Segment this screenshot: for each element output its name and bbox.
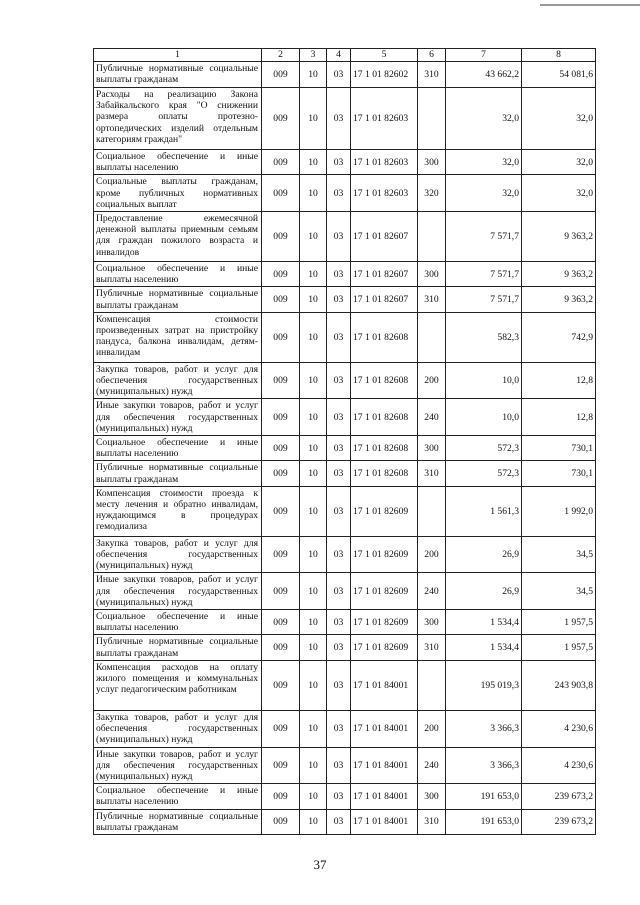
table-row — [94, 362, 596, 399]
target-article-cell: 17 1 01 82602 — [351, 62, 418, 88]
ministry-code-cell: 009 — [262, 710, 300, 747]
subsection-code-cell: 03 — [327, 809, 351, 834]
row-name-cell: Предоставление ежемесячной денежной выплаты приемным семьям для граждан пожилого возраста и инвалидов — [94, 212, 262, 262]
ministry-code-cell: 009 — [262, 660, 300, 710]
row-name-cell: Социальное обеспечение и иные выплаты населению — [94, 784, 262, 809]
amount-year-2-cell: 32,0 — [522, 150, 596, 175]
subsection-code-cell: 03 — [327, 150, 351, 175]
amount-year-2-cell: 243 903,8 — [522, 660, 596, 710]
target-article-cell: 17 1 01 82607 — [351, 262, 418, 287]
amount-year-1-cell: 26,9 — [446, 573, 522, 610]
target-article-cell: 17 1 01 82607 — [351, 287, 418, 312]
section-code-cell: 10 — [300, 175, 327, 212]
amount-year-1-cell: 7 571,7 — [446, 262, 522, 287]
section-code-cell: 10 — [300, 362, 327, 399]
amount-year-1-cell: 572,3 — [446, 461, 522, 486]
amount-year-1-cell: 191 653,0 — [446, 784, 522, 809]
row-name-cell: Социальное обеспечение и иные выплаты населению — [94, 262, 262, 287]
subsection-code-cell: 03 — [327, 461, 351, 486]
header-cell: 2 — [262, 49, 300, 62]
amount-year-1-cell: 582,3 — [446, 312, 522, 362]
expense-type-cell: 310 — [418, 287, 446, 312]
expense-type-cell: 240 — [418, 573, 446, 610]
table-row — [94, 536, 596, 573]
header-cell: 7 — [446, 49, 522, 62]
subsection-code-cell: 03 — [327, 536, 351, 573]
section-code-cell: 10 — [300, 747, 327, 784]
row-name-cell: Социальные выплаты гражданам, кроме публичных нормативных социальных выплат — [94, 175, 262, 212]
ministry-code-cell: 009 — [262, 312, 300, 362]
table-row — [94, 784, 596, 809]
top-rule — [540, 4, 640, 6]
amount-year-2-cell: 32,0 — [522, 175, 596, 212]
amount-year-1-cell: 26,9 — [446, 536, 522, 573]
amount-year-1-cell: 3 366,3 — [446, 710, 522, 747]
table-row — [94, 809, 596, 834]
section-code-cell: 10 — [300, 399, 327, 436]
section-code-cell: 10 — [300, 436, 327, 461]
row-name-cell: Социальное обеспечение и иные выплаты населению — [94, 610, 262, 635]
ministry-code-cell: 009 — [262, 461, 300, 486]
section-code-cell: 10 — [300, 536, 327, 573]
target-article-cell: 17 1 01 82603 — [351, 175, 418, 212]
subsection-code-cell: 03 — [327, 436, 351, 461]
subsection-code-cell: 03 — [327, 312, 351, 362]
amount-year-1-cell: 7 571,7 — [446, 212, 522, 262]
table-row — [94, 436, 596, 461]
budget-table — [93, 48, 596, 835]
section-code-cell: 10 — [300, 312, 327, 362]
table-row — [94, 287, 596, 312]
row-name-cell: Публичные нормативные социальные выплаты гражданам — [94, 635, 262, 660]
subsection-code-cell: 03 — [327, 610, 351, 635]
subsection-code-cell: 03 — [327, 212, 351, 262]
amount-year-2-cell: 1 957,5 — [522, 610, 596, 635]
header-cell: 4 — [327, 49, 351, 62]
subsection-code-cell: 03 — [327, 573, 351, 610]
table-row — [94, 150, 596, 175]
row-name-cell: Социальное обеспечение и иные выплаты населению — [94, 436, 262, 461]
page-number: 37 — [313, 857, 327, 872]
amount-year-2-cell: 239 673,2 — [522, 784, 596, 809]
header-cell: 1 — [94, 49, 262, 62]
table-row — [94, 399, 596, 436]
section-code-cell: 10 — [300, 610, 327, 635]
amount-year-1-cell: 43 662,2 — [446, 62, 522, 88]
expense-type-cell: 200 — [418, 362, 446, 399]
section-code-cell: 10 — [300, 150, 327, 175]
target-article-cell: 17 1 01 82608 — [351, 362, 418, 399]
table-row — [94, 262, 596, 287]
amount-year-2-cell: 34,5 — [522, 573, 596, 610]
table-row — [94, 710, 596, 747]
ministry-code-cell: 009 — [262, 262, 300, 287]
section-code-cell: 10 — [300, 573, 327, 610]
row-name-cell: Публичные нормативные социальные выплаты гражданам — [94, 287, 262, 312]
ministry-code-cell: 009 — [262, 175, 300, 212]
target-article-cell: 17 1 01 82608 — [351, 399, 418, 436]
target-article-cell: 17 1 01 82609 — [351, 635, 418, 660]
amount-year-2-cell: 4 230,6 — [522, 747, 596, 784]
row-name-cell: Закупка товаров, работ и услуг для обеспечения государственных (муниципальных) нужд — [94, 362, 262, 399]
row-name-cell: Публичные нормативные социальные выплаты гражданам — [94, 62, 262, 88]
ministry-code-cell: 009 — [262, 784, 300, 809]
amount-year-2-cell: 9 363,2 — [522, 287, 596, 312]
row-name-cell: Компенсация стоимости проезда к месту лечения и обратно инвалидам, нуждающимся в процедурах гемодиализа — [94, 486, 262, 536]
target-article-cell: 17 1 01 82609 — [351, 536, 418, 573]
amount-year-2-cell: 9 363,2 — [522, 212, 596, 262]
subsection-code-cell: 03 — [327, 88, 351, 150]
table-row — [94, 635, 596, 660]
target-article-cell: 17 1 01 82608 — [351, 436, 418, 461]
row-name-cell: Публичные нормативные социальные выплаты гражданам — [94, 461, 262, 486]
expense-type-cell: 320 — [418, 175, 446, 212]
section-code-cell: 10 — [300, 461, 327, 486]
section-code-cell: 10 — [300, 287, 327, 312]
subsection-code-cell: 03 — [327, 362, 351, 399]
amount-year-2-cell: 32,0 — [522, 88, 596, 150]
ministry-code-cell: 009 — [262, 635, 300, 660]
subsection-code-cell: 03 — [327, 399, 351, 436]
amount-year-1-cell: 572,3 — [446, 436, 522, 461]
ministry-code-cell: 009 — [262, 610, 300, 635]
expense-type-cell: 300 — [418, 262, 446, 287]
amount-year-1-cell: 1 534,4 — [446, 635, 522, 660]
subsection-code-cell: 03 — [327, 62, 351, 88]
expense-type-cell — [418, 660, 446, 710]
table-body — [94, 62, 596, 835]
header-cell: 5 — [351, 49, 418, 62]
target-article-cell: 17 1 01 82609 — [351, 486, 418, 536]
section-code-cell: 10 — [300, 809, 327, 834]
expense-type-cell: 300 — [418, 150, 446, 175]
ministry-code-cell: 009 — [262, 486, 300, 536]
row-name-cell: Расходы на реализацию Закона Забайкальского края "О снижении размера оплаты протезно-ортопедических изделий отдельным категориям граждан" — [94, 88, 262, 150]
row-name-cell: Закупка товаров, работ и услуг для обеспечения государственных (муниципальных) нужд — [94, 710, 262, 747]
row-name-cell: Иные закупки товаров, работ и услуг для обеспечения государственных (муниципальных) нужд — [94, 747, 262, 784]
amount-year-2-cell: 730,1 — [522, 436, 596, 461]
ministry-code-cell: 009 — [262, 536, 300, 573]
row-name-cell: Закупка товаров, работ и услуг для обеспечения государственных (муниципальных) нужд — [94, 536, 262, 573]
subsection-code-cell: 03 — [327, 287, 351, 312]
header-cell: 3 — [300, 49, 327, 62]
target-article-cell: 17 1 01 84001 — [351, 660, 418, 710]
amount-year-2-cell: 730,1 — [522, 461, 596, 486]
row-name-cell: Компенсация стоимости произведенных затрат на пристройку пандуса, балкона инвалидам, детям-инвалидам — [94, 312, 262, 362]
table-row — [94, 660, 596, 710]
amount-year-1-cell: 32,0 — [446, 175, 522, 212]
amount-year-2-cell: 239 673,2 — [522, 809, 596, 834]
ministry-code-cell: 009 — [262, 809, 300, 834]
ministry-code-cell: 009 — [262, 399, 300, 436]
table-row — [94, 62, 596, 88]
amount-year-1-cell: 32,0 — [446, 150, 522, 175]
table-row — [94, 610, 596, 635]
expense-type-cell: 240 — [418, 747, 446, 784]
section-code-cell: 10 — [300, 635, 327, 660]
section-code-cell: 10 — [300, 212, 327, 262]
amount-year-2-cell: 1 957,5 — [522, 635, 596, 660]
table-row — [94, 88, 596, 150]
target-article-cell: 17 1 01 84001 — [351, 747, 418, 784]
section-code-cell: 10 — [300, 784, 327, 809]
target-article-cell: 17 1 01 82603 — [351, 88, 418, 150]
table-row — [94, 486, 596, 536]
target-article-cell: 17 1 01 82607 — [351, 212, 418, 262]
expense-type-cell: 310 — [418, 809, 446, 834]
amount-year-1-cell: 1 561,3 — [446, 486, 522, 536]
amount-year-2-cell: 54 081,6 — [522, 62, 596, 88]
ministry-code-cell: 009 — [262, 287, 300, 312]
subsection-code-cell: 03 — [327, 710, 351, 747]
subsection-code-cell: 03 — [327, 635, 351, 660]
expense-type-cell: 310 — [418, 62, 446, 88]
target-article-cell: 17 1 01 84001 — [351, 710, 418, 747]
subsection-code-cell: 03 — [327, 486, 351, 536]
expense-type-cell — [418, 212, 446, 262]
expense-type-cell — [418, 312, 446, 362]
amount-year-1-cell: 1 534,4 — [446, 610, 522, 635]
amount-year-1-cell: 191 653,0 — [446, 809, 522, 834]
table-row — [94, 312, 596, 362]
amount-year-1-cell: 7 571,7 — [446, 287, 522, 312]
ministry-code-cell: 009 — [262, 436, 300, 461]
expense-type-cell: 310 — [418, 461, 446, 486]
amount-year-1-cell: 10,0 — [446, 362, 522, 399]
ministry-code-cell: 009 — [262, 747, 300, 784]
amount-year-2-cell: 12,8 — [522, 399, 596, 436]
section-code-cell: 10 — [300, 486, 327, 536]
amount-year-2-cell: 34,5 — [522, 536, 596, 573]
target-article-cell: 17 1 01 82608 — [351, 312, 418, 362]
amount-year-1-cell: 10,0 — [446, 399, 522, 436]
target-article-cell: 17 1 01 84001 — [351, 784, 418, 809]
expense-type-cell: 300 — [418, 436, 446, 461]
amount-year-2-cell: 742,9 — [522, 312, 596, 362]
row-name-cell: Иные закупки товаров, работ и услуг для обеспечения государственных (муниципальных) нужд — [94, 573, 262, 610]
subsection-code-cell: 03 — [327, 660, 351, 710]
amount-year-2-cell: 4 230,6 — [522, 710, 596, 747]
header-cell: 8 — [522, 49, 596, 62]
target-article-cell: 17 1 01 82603 — [351, 150, 418, 175]
subsection-code-cell: 03 — [327, 175, 351, 212]
amount-year-2-cell: 12,8 — [522, 362, 596, 399]
subsection-code-cell: 03 — [327, 784, 351, 809]
row-name-cell: Иные закупки товаров, работ и услуг для обеспечения государственных (муниципальных) нужд — [94, 399, 262, 436]
target-article-cell: 17 1 01 82609 — [351, 573, 418, 610]
ministry-code-cell: 009 — [262, 88, 300, 150]
table-row — [94, 747, 596, 784]
section-code-cell: 10 — [300, 262, 327, 287]
target-article-cell: 17 1 01 84001 — [351, 809, 418, 834]
section-code-cell: 10 — [300, 88, 327, 150]
expense-type-cell: 200 — [418, 710, 446, 747]
amount-year-1-cell: 3 366,3 — [446, 747, 522, 784]
row-name-cell: Публичные нормативные социальные выплаты гражданам — [94, 809, 262, 834]
expense-type-cell: 300 — [418, 610, 446, 635]
table-row — [94, 573, 596, 610]
table-row — [94, 175, 596, 212]
expense-type-cell — [418, 88, 446, 150]
expense-type-cell: 240 — [418, 399, 446, 436]
expense-type-cell: 200 — [418, 536, 446, 573]
ministry-code-cell: 009 — [262, 62, 300, 88]
section-code-cell: 10 — [300, 62, 327, 88]
header-cell: 6 — [418, 49, 446, 62]
amount-year-2-cell: 9 363,2 — [522, 262, 596, 287]
section-code-cell: 10 — [300, 660, 327, 710]
table-row — [94, 212, 596, 262]
table-header-row — [94, 49, 596, 62]
expense-type-cell: 310 — [418, 635, 446, 660]
target-article-cell: 17 1 01 82608 — [351, 461, 418, 486]
row-name-cell: Компенсация расходов на оплату жилого помещения и коммунальных услуг педагогическим работникам — [94, 660, 262, 710]
ministry-code-cell: 009 — [262, 362, 300, 399]
expense-type-cell — [418, 486, 446, 536]
amount-year-1-cell: 32,0 — [446, 88, 522, 150]
table-row — [94, 461, 596, 486]
ministry-code-cell: 009 — [262, 212, 300, 262]
ministry-code-cell: 009 — [262, 150, 300, 175]
subsection-code-cell: 03 — [327, 262, 351, 287]
expense-type-cell: 300 — [418, 784, 446, 809]
section-code-cell: 10 — [300, 710, 327, 747]
amount-year-2-cell: 1 992,0 — [522, 486, 596, 536]
ministry-code-cell: 009 — [262, 573, 300, 610]
target-article-cell: 17 1 01 82609 — [351, 610, 418, 635]
row-name-cell: Социальное обеспечение и иные выплаты населению — [94, 150, 262, 175]
amount-year-1-cell: 195 019,3 — [446, 660, 522, 710]
subsection-code-cell: 03 — [327, 747, 351, 784]
